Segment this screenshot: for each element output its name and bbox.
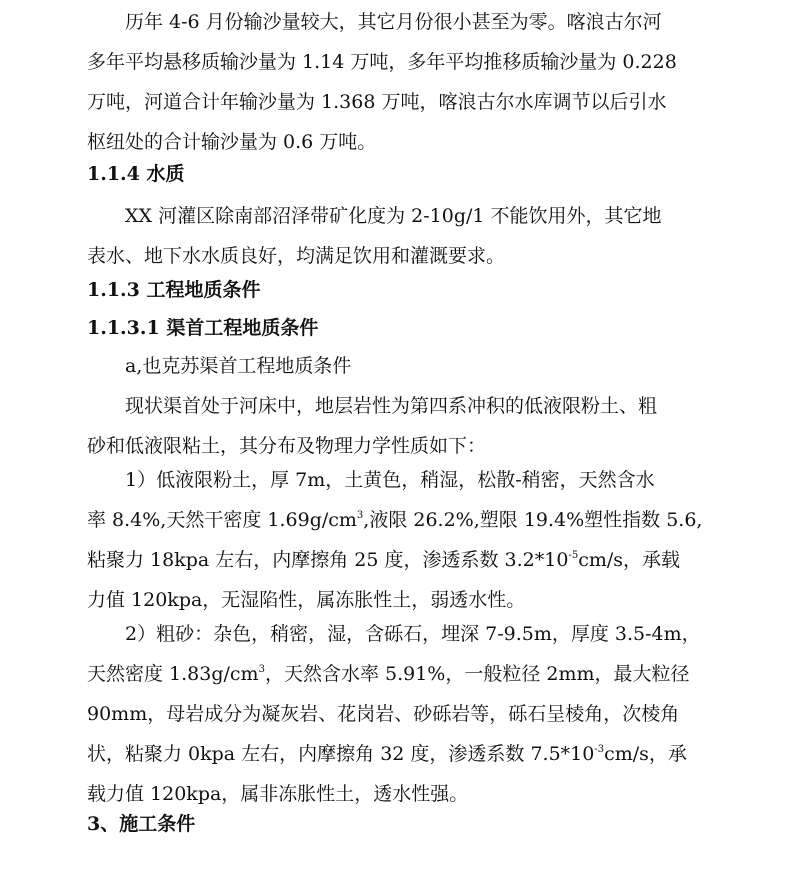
text-line: 2）粗砂：杂色，稍密，湿，含砾石，埋深 7-9.5m，厚度 3.5-4m，	[125, 623, 701, 645]
text-line: 多年平均悬移质输沙量为 1.14 万吨，多年平均推移质输沙量为 0.228	[87, 51, 677, 73]
paragraph-status	[87, 386, 705, 466]
paragraph-item-1	[87, 460, 705, 620]
text-segment: ，天然含水率 5.91%，一般粒径 2mm，最大粒径	[264, 663, 690, 685]
text-line: 万吨，河道合计年输沙量为 1.368 万吨，喀浪古尔水库调节以后引水	[87, 91, 667, 113]
paragraph-sediment	[87, 2, 705, 162]
text-line	[87, 734, 705, 774]
text-line	[87, 500, 705, 540]
heading-geology: 1.1.3 工程地质条件	[87, 279, 261, 301]
text-segment: 状，粘聚力 0kpa 左右，内摩擦角 32 度，渗透系数 7.5*10	[87, 743, 595, 765]
text-line: a,也克苏渠首工程地质条件	[125, 355, 352, 377]
text-line: 现状渠首处于河床中，地层岩性为第四系冲积的低液限粉土、粗	[125, 395, 658, 417]
paragraph-item-2	[87, 614, 705, 814]
paragraph-subtitle-a	[125, 346, 705, 386]
text-line	[87, 540, 705, 580]
text-segment: cm/s，承载	[578, 549, 681, 571]
text-line	[87, 654, 705, 694]
superscript: -3	[594, 744, 605, 755]
text-line: 力值 120kpa，无湿陷性，属冻胀性土，弱透水性。	[87, 589, 526, 611]
text-line: 1）低液限粉土，厚 7m，土黄色，稍湿，松散-稍密，天然含水	[125, 469, 655, 491]
text-line: 历年 4-6 月份输沙量较大，其它月份很小甚至为零。喀浪古尔河	[125, 11, 662, 33]
heading-construction-conditions: 3、施工条件	[87, 813, 196, 835]
text-line: 载力值 120kpa，属非冻胀性土，透水性强。	[87, 783, 469, 805]
paragraph-water-quality	[87, 196, 705, 276]
superscript: -5	[568, 550, 579, 561]
text-segment: 粘聚力 18kpa 左右，内摩擦角 25 度，渗透系数 3.2*10	[87, 549, 569, 571]
heading-water-quality: 1.1.4 水质	[87, 163, 185, 185]
text-segment: 率 8.4%,天然干密度 1.69g/cm	[87, 509, 357, 531]
text-line: 枢纽处的合计输沙量为 0.6 万吨。	[87, 131, 377, 153]
text-line: 砂和低液限粘土，其分布及物理力学性质如下：	[87, 435, 487, 457]
superscript: 3	[356, 510, 364, 521]
text-line: 表水、地下水水质良好，均满足饮用和灌溉要求。	[87, 245, 506, 267]
text-segment: cm/s，承	[604, 743, 687, 765]
superscript: 3	[258, 664, 265, 675]
text-line: 90mm，母岩成分为凝灰岩、花岗岩、砂砾岩等，砾石呈棱角，次棱角	[87, 703, 680, 725]
text-line: XX 河灌区除南部沼泽带矿化度为 2-10g/1 不能饮用外，其它地	[125, 205, 662, 227]
text-segment: ,液限 26.2%,塑限 19.4%塑性指数 5.6,	[363, 509, 703, 531]
heading-headworks-geology: 1.1.3.1 渠首工程地质条件	[87, 317, 319, 339]
text-segment: 天然密度 1.83g/cm	[87, 663, 259, 685]
